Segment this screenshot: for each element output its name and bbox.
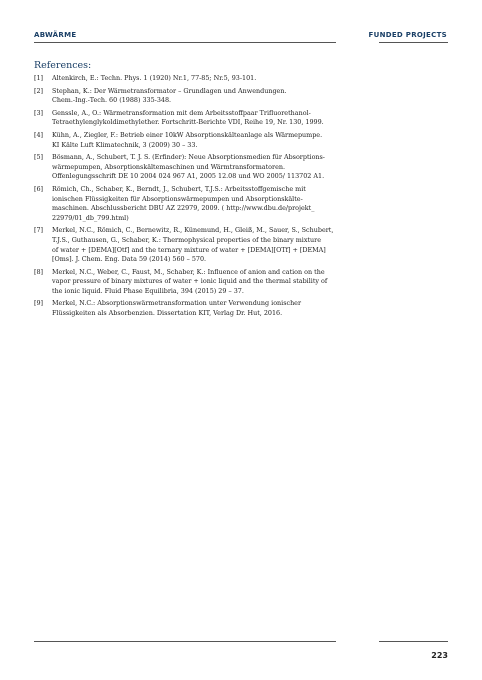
bottom-rule-left: [34, 641, 336, 642]
reference-text-line: KI Kälte Luft Klimatechnik, 3 (2009) 30 – 33.: [52, 140, 198, 149]
reference-item: [34, 299, 448, 318]
reference-text-line: Bösmann, A., Schubert, T. J. S. (Erfinder): Neue Absorptionsmedien für Absorptions-: [52, 153, 325, 162]
reference-number: [9]: [34, 299, 44, 308]
bottom-rule-right: [379, 641, 448, 642]
reference-item: [34, 87, 448, 106]
top-rule-left: [34, 42, 336, 43]
section-label: ABWÄRME: [34, 31, 77, 39]
reference-text-line: Chem.-Ing.-Tech. 60 (1988) 335-348.: [52, 96, 172, 105]
reference-item: [34, 226, 448, 264]
reference-number: [4]: [34, 130, 44, 139]
reference-text-line: Genssle, A., O.: Wärmetransformation mit dem Arbeitsstoffpaar Trifluorethanol-: [52, 108, 311, 117]
top-rule-right: [379, 42, 448, 43]
reference-item: [34, 131, 448, 150]
reference-item: [34, 109, 448, 128]
reference-number: [6]: [34, 184, 44, 193]
references-heading: References:: [34, 60, 92, 71]
reference-text-line: Kühn, A., Ziegler, F.: Betrieb einer 10kW Absorptionskälteanlage als Wärmepumpe.: [52, 130, 323, 139]
reference-list: [34, 74, 448, 322]
reference-item: [34, 153, 448, 182]
category-label: FUNDED PROJECTS: [368, 31, 447, 39]
reference-item: [34, 185, 448, 223]
reference-text-line: T.J.S., Guthausen, G., Schaber, K.: Thermophysical properties of the binary mixture: [52, 235, 321, 244]
reference-text-line: Stephan, K.: Der Wärmetransformator – Grundlagen und Anwendungen.: [52, 86, 287, 95]
reference-text-line: Tetraethylenglykoldimethylether. Fortschritt-Berichte VDI, Reihe 19, Nr. 130, 1999.: [52, 118, 324, 127]
reference-text-line: the ionic liquid. Fluid Phase Equilibria, 394 (2015) 29 – 37.: [52, 286, 244, 295]
reference-text-line: Merkel, N.C., Römich, C., Bernewitz, R., Künemund, H., Gleiß, M., Sauer, S., Schubert,: [52, 226, 334, 235]
reference-number: [2]: [34, 86, 44, 95]
reference-number: [1]: [34, 74, 44, 82]
reference-text-line: wärmepumpen, Absorptionskältemaschinen und Wärmtransformatoren.: [52, 162, 285, 171]
reference-text-line: maschinen. Abschlussbericht DBU AZ 22979, 2009. ( http://www.dbu.de/projekt_: [52, 204, 315, 213]
page-number: 223: [431, 651, 448, 660]
reference-text-line: Merkel, N.C., Weber, C., Faust, M., Schaber, K.: Influence of anion and cation on the: [52, 267, 325, 276]
reference-number: [3]: [34, 108, 44, 117]
reference-text-line: Altenkirch, E.: Techn. Phys. 1 (1920) Nr.1, 77-85; Nr.5, 93-101.: [52, 74, 257, 82]
reference-text-line: 22979/01_db_799.html): [52, 213, 129, 222]
reference-item: [34, 74, 448, 84]
reference-text-line: ionischen Flüssigkeiten für Absorptionswärmepumpen und Absorptionskälte-: [52, 194, 303, 203]
reference-text-line: vapor pressure of binary mixtures of water + ionic liquid and the thermal stability of: [52, 277, 328, 286]
reference-item: [34, 268, 448, 297]
reference-number: [8]: [34, 267, 44, 276]
reference-text-line: of water + [DEMA][Otf] and the ternary mixture of water + [DEMA][OTf] + [DEMA]: [52, 245, 326, 254]
reference-text-line: Merkel, N.C.: Absorptionswärmetransformation unter Verwendung ionischer: [52, 299, 302, 308]
reference-text-line: Offenlegungsschrift DE 10 2004 024 967 A1, 2005 12.08 und WO 2005/ 113702 A1.: [52, 172, 325, 181]
reference-text-line: Römich, Ch., Schaber, K., Berndt, J., Schubert, T.J.S.: Arbeitsstoffgemische mit: [52, 184, 306, 193]
reference-text-line: [Oms]. J. Chem. Eng. Data 59 (2014) 560 – 570.: [52, 255, 207, 264]
reference-number: [5]: [34, 153, 44, 162]
reference-number: [7]: [34, 226, 44, 235]
reference-text-line: Flüssigkeiten als Absorbenzien. Dissertation KIT, Verlag Dr. Hut, 2016.: [52, 309, 283, 318]
